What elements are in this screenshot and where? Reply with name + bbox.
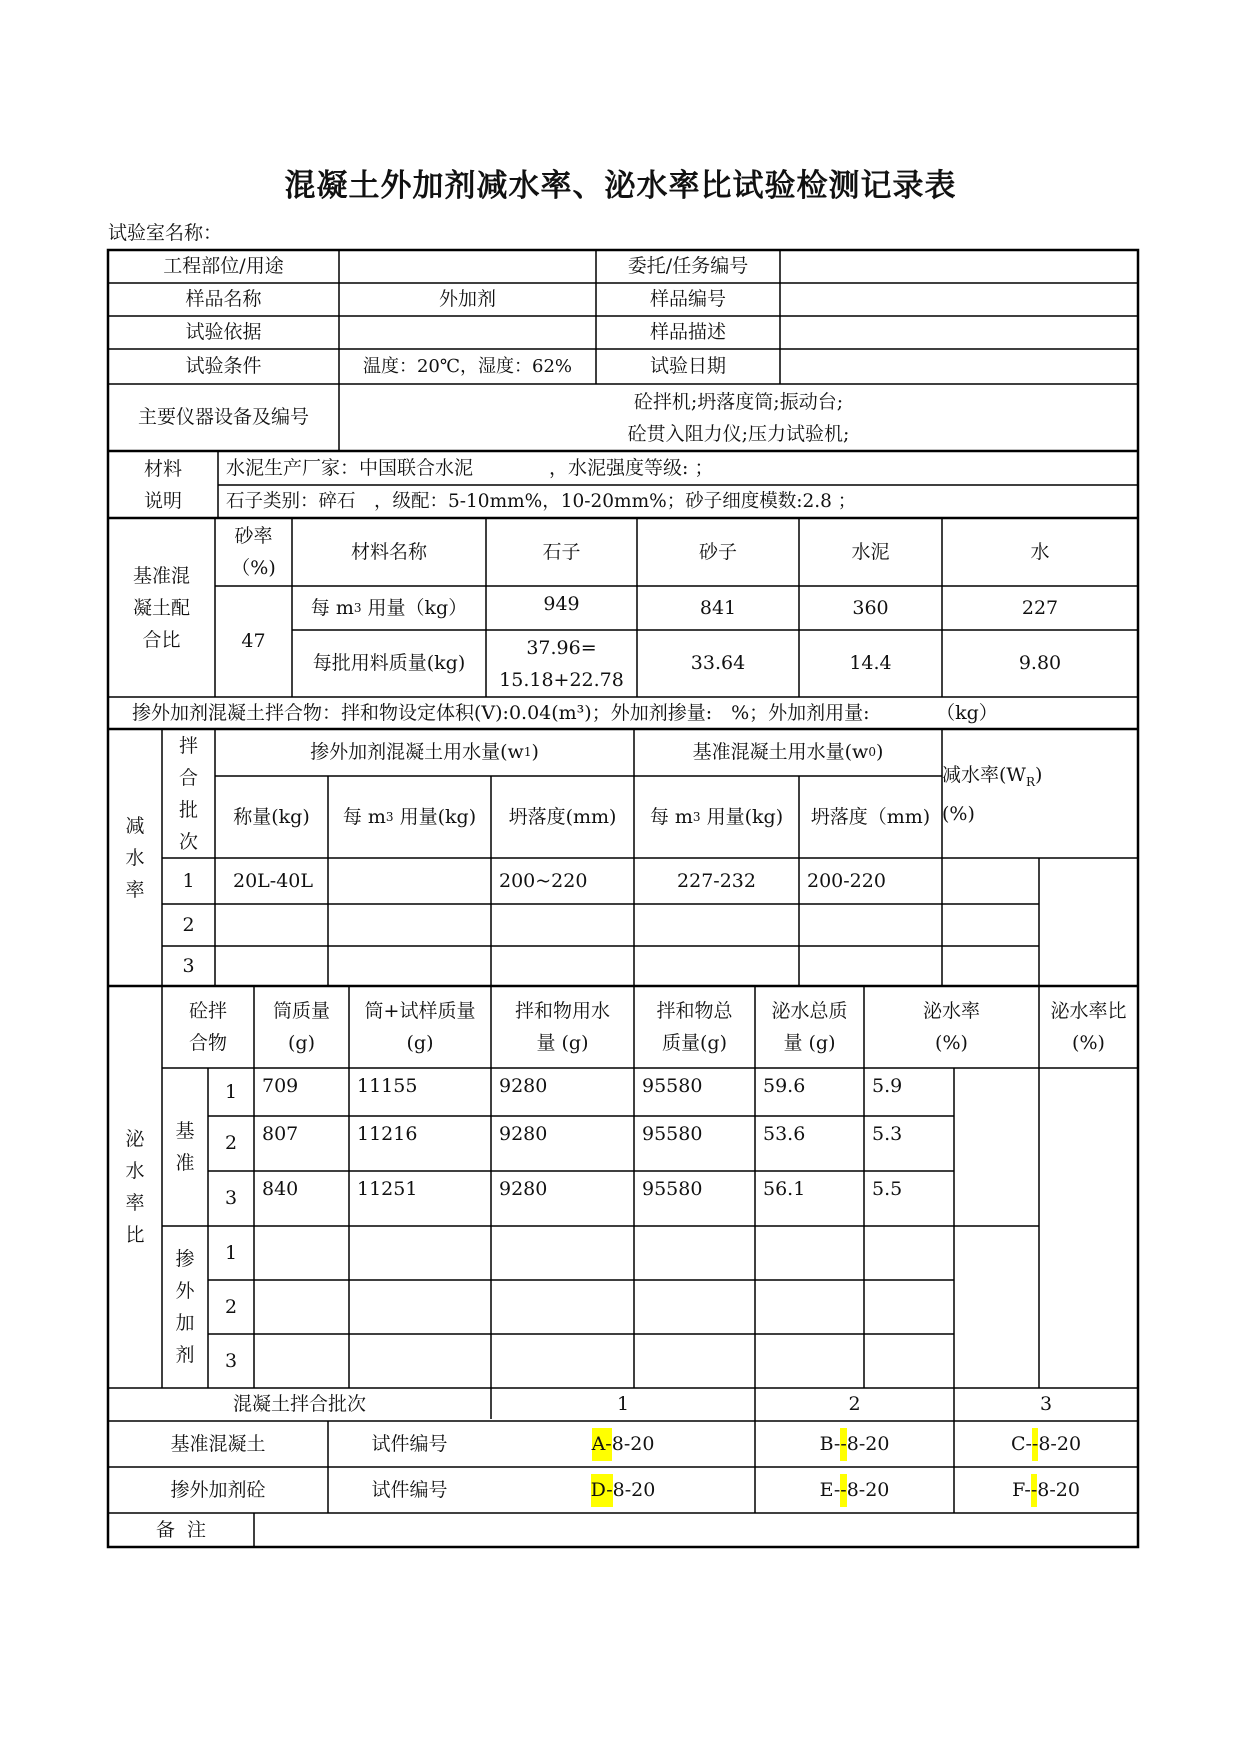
base-row-3-number: 3 (224, 1187, 238, 1209)
wr-row-2-slump[interactable] (491, 904, 634, 946)
cylinder-mass-label: 筒质量 (g) (272, 1000, 330, 1054)
col-stone: 石子 (542, 540, 581, 563)
admix-per-m3-label: 每 m 3 用量(kg) (342, 805, 477, 828)
per-m3-sand[interactable]: 841 (699, 596, 737, 619)
admix-group-label: 掺 外 加 剂 (175, 1248, 195, 1366)
wr-row-3-base-slump[interactable] (799, 946, 942, 986)
wr-row-2-base-per-m3[interactable] (634, 904, 799, 946)
wr-row-1-slump[interactable]: 200~220 (499, 869, 588, 892)
water-reduction-rate-label: 减水率$(W_R)$ (%) (942, 764, 1043, 825)
col-sand: 砂子 (698, 540, 737, 563)
wr-row-1-number: 1 (182, 869, 195, 892)
weigh-label: 称量(kg) (233, 805, 310, 828)
base-specimen-1[interactable]: A- 8-20 (491, 1421, 755, 1467)
batch-3-header: 3 (1039, 1393, 1053, 1415)
project-field[interactable] (339, 250, 596, 283)
base-row-2-number: 2 (224, 1132, 238, 1154)
wr-row-2-per-m3[interactable] (328, 904, 491, 946)
test-condition-field[interactable]: 温度：20℃，湿度：62% (362, 356, 573, 377)
remarks-field[interactable] (254, 1513, 1138, 1547)
sample-name-field[interactable]: 外加剂 (438, 288, 496, 310)
task-number-label: 委托/任务编号 (627, 255, 749, 277)
batch-number-label: 拌 合 批 次 (178, 734, 198, 853)
wr-row-1-per-m3[interactable] (328, 858, 491, 904)
equipment-line-1: 砼拌机;坍落度筒;振动台; (633, 390, 844, 413)
equipment-label: 主要仪器设备及编号 (137, 406, 309, 428)
base-row-3-rate[interactable]: 5.5 (872, 1178, 903, 1200)
page-title: 混凝土外加剂减水率、泌水率比试验检测记录表 (284, 168, 957, 204)
base-row-2-total[interactable]: 95580 (642, 1123, 703, 1145)
test-basis-label: 试验依据 (185, 321, 262, 343)
test-date-label: 试验日期 (649, 355, 726, 377)
sand-ratio-label: 砂率 （%) (231, 525, 276, 579)
sample-name-label: 样品名称 (185, 288, 262, 310)
base-row-3-cyl-sample[interactable]: 11251 (357, 1178, 418, 1200)
admix-specimen-3[interactable]: F- - 8-20 (954, 1467, 1138, 1513)
base-specimen-2[interactable]: B- - 8-20 (755, 1421, 954, 1467)
base-row-2-cyl[interactable]: 807 (262, 1123, 299, 1145)
col-water: 水 (1030, 540, 1050, 563)
wr-row-3-base-per-m3[interactable] (634, 946, 799, 986)
base-row-1-bleed[interactable]: 59.6 (763, 1075, 806, 1097)
mix-total-mass-label: 拌和物总 质量(g) (656, 1000, 733, 1054)
base-row-1-rate[interactable]: 5.9 (872, 1075, 903, 1097)
wr-row-3-number: 3 (182, 954, 195, 977)
base-row-2-bleed[interactable]: 53.6 (763, 1123, 806, 1145)
base-row-3-bleed[interactable]: 56.1 (763, 1178, 806, 1200)
batch-label: 混凝土拌合批次 (232, 1393, 366, 1415)
base-row-2-rate[interactable]: 5.3 (872, 1123, 903, 1145)
wr-row-3-slump[interactable] (491, 946, 634, 986)
per-m3-cement[interactable]: 360 (852, 596, 889, 619)
concrete-mix-label: 砼拌 合物 (188, 1000, 227, 1054)
per-m3-water[interactable]: 227 (1021, 596, 1059, 619)
cylinder-sample-mass-label: 筒+试样质量 (g) (364, 1000, 476, 1054)
base-row-3-water[interactable]: 9280 (499, 1178, 548, 1200)
bleed-rate-label: 泌水率 (%) (922, 1000, 980, 1054)
bleeding-ratio-label: 泌 水 率 比 (125, 1128, 145, 1246)
base-per-m3-label: 每 m 3 用量(kg) (649, 805, 784, 828)
base-group-label: 基 准 (175, 1120, 195, 1174)
wr-row-3-per-m3[interactable] (328, 946, 491, 986)
wr-row-1-weigh[interactable]: 20L-40L (233, 869, 314, 892)
wr-row-1-base-slump[interactable]: 200-220 (807, 869, 886, 892)
per-batch-water[interactable]: 9.80 (1018, 652, 1062, 674)
col-cement: 水泥 (851, 540, 890, 563)
per-m3-stone[interactable]: 949 (543, 593, 580, 615)
sample-number-field[interactable] (780, 283, 1138, 316)
base-row-1-water[interactable]: 9280 (499, 1075, 548, 1097)
admix-specimen-2[interactable]: E- - 8-20 (755, 1467, 954, 1513)
test-condition-label: 试验条件 (185, 355, 262, 377)
base-row-2-cyl-sample[interactable]: 11216 (357, 1123, 418, 1145)
test-basis-field[interactable] (339, 316, 596, 349)
wr-row-2-number: 2 (182, 913, 195, 936)
batch-2-header: 2 (848, 1393, 861, 1415)
remarks-label: 备 注 (155, 1518, 207, 1541)
admix-specimen-1[interactable]: D- 8-20 (491, 1467, 755, 1513)
admix-concrete-label: 掺外加剂砼 (170, 1478, 266, 1501)
equipment-line-2: 砼贯入阻力仪;压力试验机; (627, 422, 850, 445)
bleed-total-mass-label: 泌水总质 量 (g) (771, 1000, 848, 1054)
water-reduction-label: 减 水 率 (125, 814, 145, 901)
wr-row-3-weigh[interactable] (215, 946, 328, 986)
admixture-line[interactable]: 掺外加剂混凝土拌合物：拌和物设定体积(V):0.04(m³)；外加剂掺量: %；外加剂用量: （kg） (132, 701, 998, 724)
mix-water-label: 拌和物用水 量 (g) (514, 1000, 610, 1054)
lab-name-label: 试验室名称： (108, 222, 223, 244)
base-row-3-total[interactable]: 95580 (642, 1178, 703, 1200)
project-label: 工程部位/用途 (163, 255, 284, 277)
per-batch-cement[interactable]: 14.4 (849, 652, 892, 674)
wr-row-2-base-slump[interactable] (799, 904, 942, 946)
per-batch-label: 每批用料质量(kg) (312, 652, 466, 674)
materials-cement-line[interactable]: 水泥生产厂家：中国联合水泥 ，水泥强度等级: ； (226, 456, 714, 479)
sand-ratio-value[interactable]: 47 (241, 630, 266, 652)
admix-row-2-number: 2 (224, 1295, 238, 1318)
batch-1-header: 1 (616, 1393, 630, 1415)
mix-proportion-label: 基准混 凝土配 合比 (132, 564, 190, 651)
per-batch-sand[interactable]: 33.64 (690, 652, 746, 674)
test-date-field[interactable] (780, 349, 1138, 384)
base-concrete-label: 基准混凝土 (170, 1432, 266, 1455)
admix-row-1-number: 1 (224, 1241, 238, 1264)
admix-specimen-id-label: 试件编号 (371, 1478, 448, 1501)
sample-description-field[interactable] (780, 316, 1138, 349)
admix-row-3-number: 3 (224, 1349, 238, 1372)
materials-aggregate-line[interactable]: 石子类别：碎石 ，级配：5-10mm%，10-20mm%；砂子细度模数:2.8 ； (226, 491, 857, 512)
wr-row-2-weigh[interactable] (215, 904, 328, 946)
sample-number-label: 样品编号 (649, 288, 726, 310)
base-row-2-water[interactable]: 9280 (499, 1123, 548, 1145)
base-slump-label: 坍落度（mm) (810, 805, 931, 828)
wr-row-1-base-per-m3[interactable]: 227-232 (677, 869, 756, 892)
materials-label: 材料 说明 (143, 457, 182, 512)
sample-description-label: 样品描述 (649, 321, 726, 343)
task-number-field[interactable] (780, 250, 1138, 283)
bleed-ratio-label: 泌水率比 (%) (1050, 1000, 1127, 1054)
per-batch-stone[interactable]: 37.96= 15.18+22.78 (499, 636, 624, 691)
per-m3-label: 每 m 3 用量（kg） (310, 596, 468, 619)
base-row-1-cyl[interactable]: 709 (262, 1075, 299, 1097)
material-name-label: 材料名称 (350, 540, 427, 563)
base-row-1-cyl-sample[interactable]: 11155 (357, 1075, 418, 1097)
admix-slump-label: 坍落度(mm) (508, 805, 617, 828)
base-row-1-number: 1 (224, 1080, 238, 1103)
equipment-field[interactable] (339, 384, 1138, 451)
base-row-3-cyl[interactable]: 840 (262, 1178, 299, 1200)
base-specimen-id-label: 试件编号 (371, 1432, 448, 1455)
base-specimen-3[interactable]: C- - 8-20 (954, 1421, 1138, 1467)
base-water-label: 基准混凝土用水量(w 0 ) (692, 741, 884, 763)
base-row-1-total[interactable]: 95580 (642, 1075, 703, 1097)
admix-water-label: 掺外加剂混凝土用水量(w 1 ) (310, 741, 539, 763)
